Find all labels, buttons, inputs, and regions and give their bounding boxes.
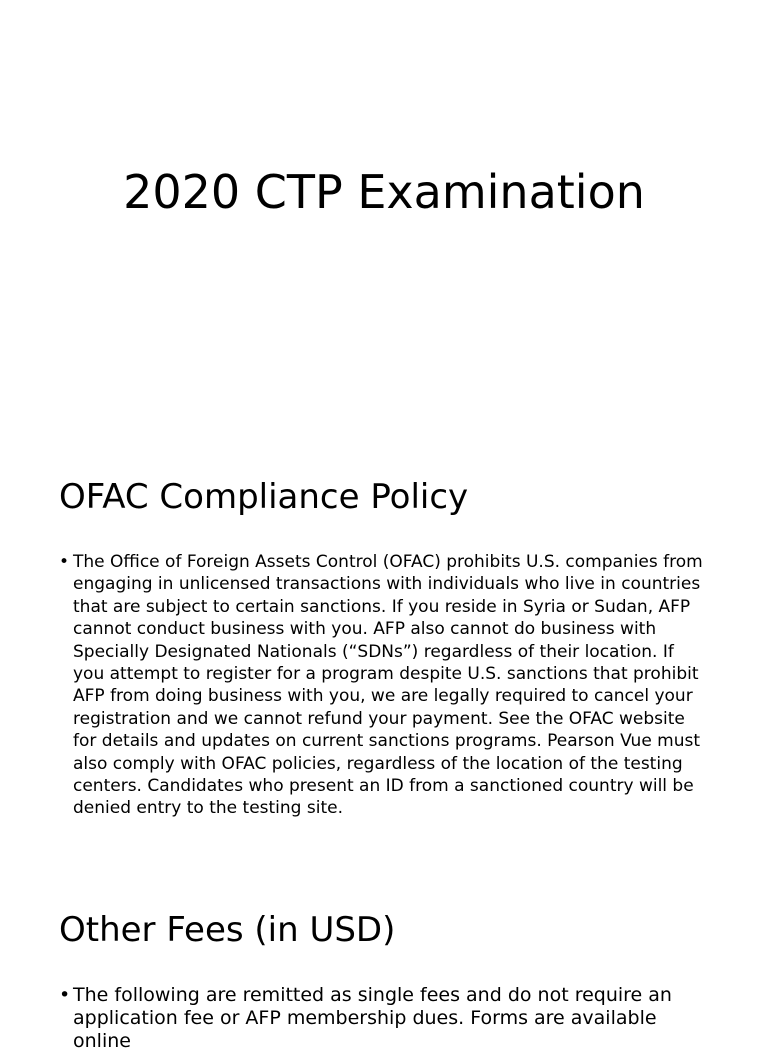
ofac-bullet-item xyxy=(59,551,709,820)
ofac-bullet-text: The Office of Foreign Assets Control (OFAC) prohibits U.S. companies from engaging in unlicensed transactions with individuals who live in countries that are subject to certain sanctions. If you reside in Syria or Sudan, AFP cannot conduct business with you. AFP also cannot do business with Specially Designated Nationals (“SDNs”) regardless of their location. If you attempt to register for a program despite U.S. sanctions that prohibit AFP from doing business with you, we are legally required to cancel your registration and we cannot refund your payment. See the OFAC website for details and updates on current sanctions programs. Pearson Vue must also comply with OFAC policies, regardless of the location of the testing centers. Candidates who present an ID from a sanctioned country will be denied entry to the testing site. xyxy=(73,552,703,819)
title-slide xyxy=(0,0,768,420)
fees-bullet-text: The following are remitted as single fees and do not require an application fee or AFP membership dues. Forms are available online xyxy=(73,984,672,1052)
presentation-title: 2020 CTP Examination xyxy=(123,165,645,219)
fees-section-title: Other Fees (in USD) xyxy=(59,910,396,950)
bullet-icon: • xyxy=(59,552,70,572)
ofac-section-title: OFAC Compliance Policy xyxy=(59,477,469,517)
bullet-icon: • xyxy=(59,984,71,1006)
fees-bullet-item xyxy=(59,984,709,1053)
